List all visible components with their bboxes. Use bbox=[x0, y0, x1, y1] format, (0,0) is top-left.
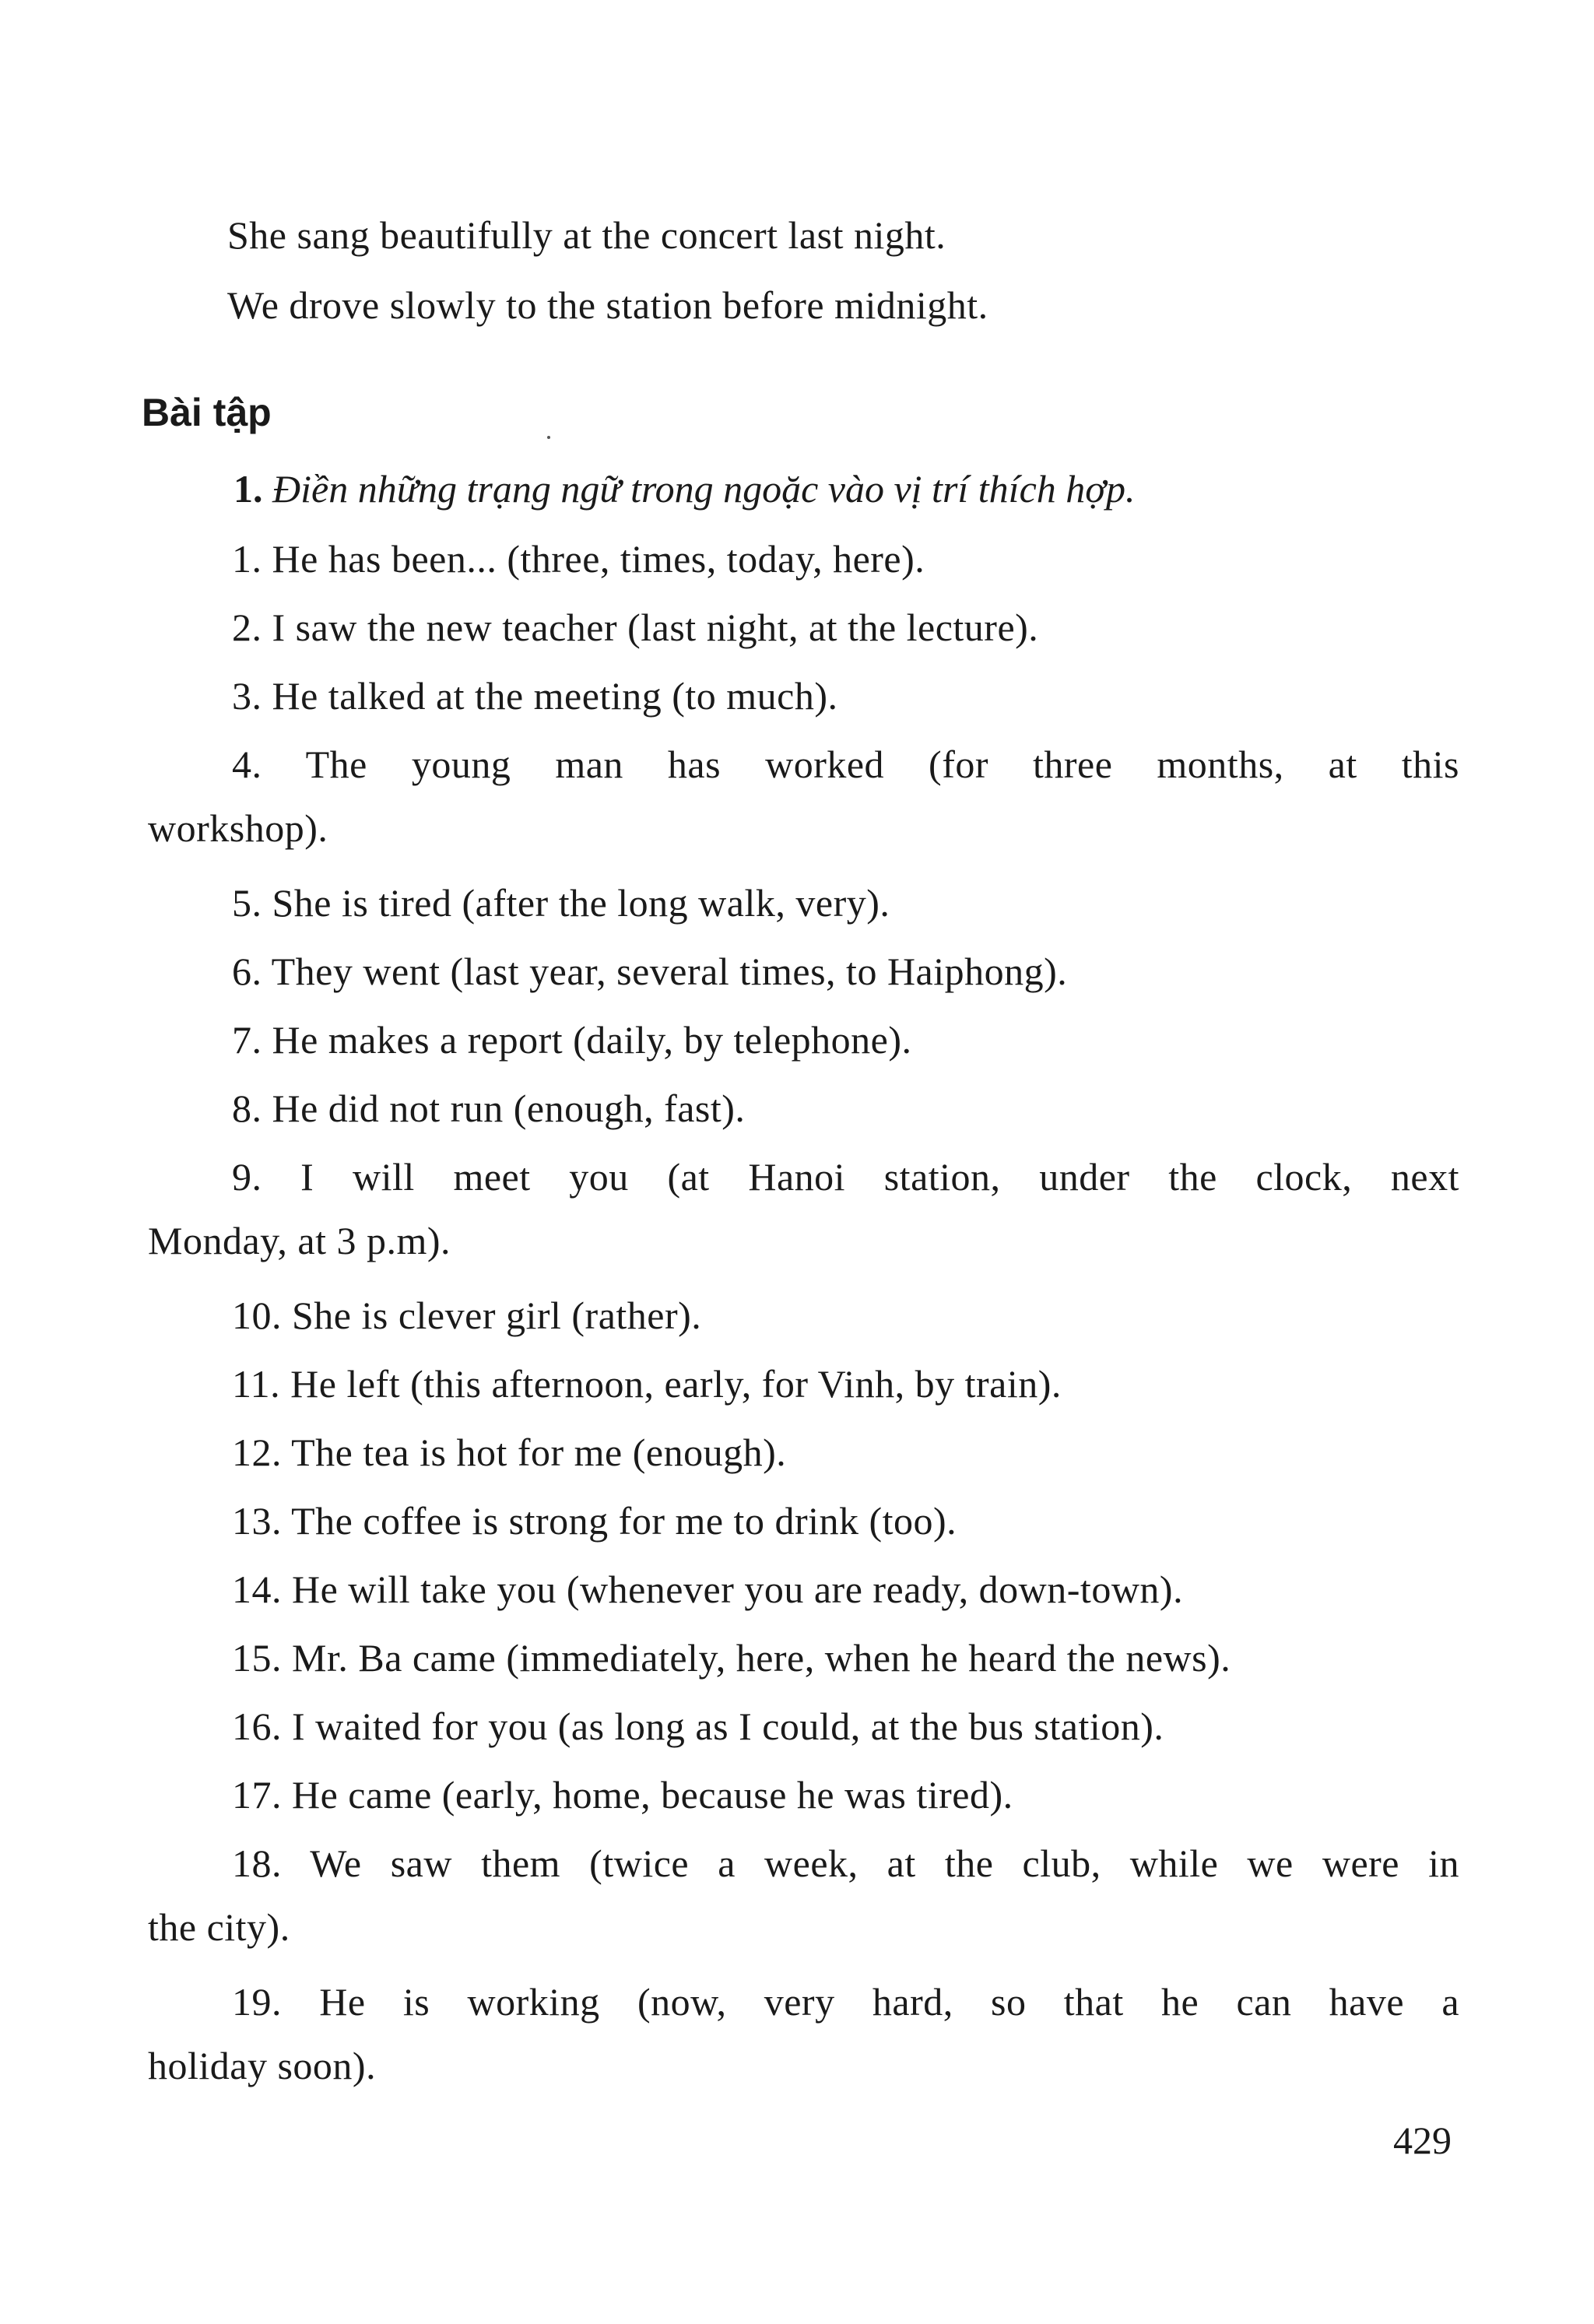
item-text: He makes a report (daily, by telephone). bbox=[272, 1018, 912, 1062]
item-text: I waited for you (as long as I could, at the bus station). bbox=[292, 1704, 1164, 1748]
item-text: He has been... (three, times, today, here). bbox=[272, 537, 925, 581]
item-text: I will meet you (at Hanoi station, under the clock, next bbox=[300, 1155, 1460, 1199]
exercise-item-line bbox=[232, 1360, 1062, 1407]
intro-line-2: We drove slowly to the station before midnight. bbox=[227, 283, 988, 327]
item-number: 17. bbox=[232, 1773, 282, 1817]
exercise-item-line bbox=[232, 604, 1038, 651]
exercise-item-line bbox=[232, 535, 925, 582]
item-number: 6. bbox=[232, 950, 262, 993]
item-text: She is tired (after the long walk, very). bbox=[272, 881, 890, 925]
item-number: 13. bbox=[232, 1499, 282, 1543]
item-text: She is clever girl (rather). bbox=[292, 1294, 702, 1337]
item-text: They went (last year, several times, to Haiphong). bbox=[271, 950, 1068, 993]
exercise-heading: Bài tập bbox=[142, 391, 272, 434]
item-text: The tea is hot for me (enough). bbox=[291, 1431, 787, 1474]
item-number: 16. bbox=[232, 1704, 282, 1748]
exercise-item-line bbox=[232, 948, 1067, 995]
exercise-item-line bbox=[232, 1566, 1183, 1613]
item-text: The coffee is strong for me to drink (too). bbox=[291, 1499, 957, 1543]
item-text: I saw the new teacher (last night, at the lecture). bbox=[272, 606, 1039, 649]
item-number: 3. bbox=[232, 674, 262, 718]
item-text: Mr. Ba came (immediately, here, when he heard the news). bbox=[292, 1636, 1231, 1680]
item-text: He came (early, home, because he was tired). bbox=[292, 1773, 1013, 1817]
exercise-item-line bbox=[232, 1016, 912, 1063]
item-continuation: the city). bbox=[148, 1905, 290, 1949]
item-number: 10. bbox=[232, 1294, 282, 1337]
exercise-item-line bbox=[232, 1085, 745, 1132]
item-number: 19. bbox=[232, 1980, 282, 2024]
exercise-item-line bbox=[232, 1703, 1164, 1750]
exercise-item-line bbox=[232, 672, 837, 719]
exercise-item-line bbox=[232, 1429, 786, 1476]
exercise-item-line bbox=[232, 879, 890, 926]
item-continuation: Monday, at 3 p.m). bbox=[148, 1219, 451, 1262]
item-text: We saw them (twice a week, at the club, while we were in bbox=[310, 1841, 1459, 1885]
page-number: 429 bbox=[1393, 2119, 1452, 2162]
item-number: 11. bbox=[232, 1362, 281, 1406]
item-number: 2. bbox=[232, 606, 262, 649]
exercise-item-line bbox=[232, 1634, 1231, 1681]
item-continuation: holiday soon). bbox=[148, 2044, 377, 2087]
item-number: 14. bbox=[232, 1567, 282, 1611]
item-text: He will take you (whenever you are ready, down-town). bbox=[292, 1567, 1184, 1611]
instruction-number: 1. bbox=[233, 467, 263, 511]
item-number: 8. bbox=[232, 1087, 262, 1130]
item-text: He talked at the meeting (to much). bbox=[272, 674, 838, 718]
exercise-item-line bbox=[232, 1978, 1459, 2025]
item-continuation: workshop). bbox=[148, 806, 328, 850]
intro-line-1: She sang beautifully at the concert last night. bbox=[227, 213, 946, 257]
item-text: He did not run (enough, fast). bbox=[272, 1087, 746, 1130]
exercise-item-line bbox=[232, 1292, 701, 1339]
item-number: 4. bbox=[232, 742, 262, 786]
item-number: 12. bbox=[232, 1431, 282, 1474]
item-text: The young man has worked (for three months, at this bbox=[305, 742, 1459, 786]
item-number: 7. bbox=[232, 1018, 262, 1062]
item-number: 9. bbox=[232, 1155, 262, 1199]
item-number: 18. bbox=[232, 1841, 282, 1885]
item-number: 5. bbox=[232, 881, 262, 925]
item-text: He is working (now, very hard, so that he can have a bbox=[319, 1980, 1460, 2024]
exercise-item-line bbox=[232, 741, 1459, 788]
item-number: 1. bbox=[232, 537, 262, 581]
item-text: He left (this afternoon, early, for Vinh, by train). bbox=[290, 1362, 1062, 1406]
instruction-text: Điền những trạng ngữ trong ngoặc vào vị trí thích hợp. bbox=[272, 467, 1136, 511]
scan-speck bbox=[547, 436, 550, 439]
exercise-instruction bbox=[233, 465, 1135, 512]
exercise-item-line bbox=[232, 1771, 1013, 1818]
exercise-item-line bbox=[232, 1497, 957, 1544]
item-number: 15. bbox=[232, 1636, 282, 1680]
exercise-item-line bbox=[232, 1840, 1459, 1887]
exercise-item-line bbox=[232, 1153, 1459, 1200]
